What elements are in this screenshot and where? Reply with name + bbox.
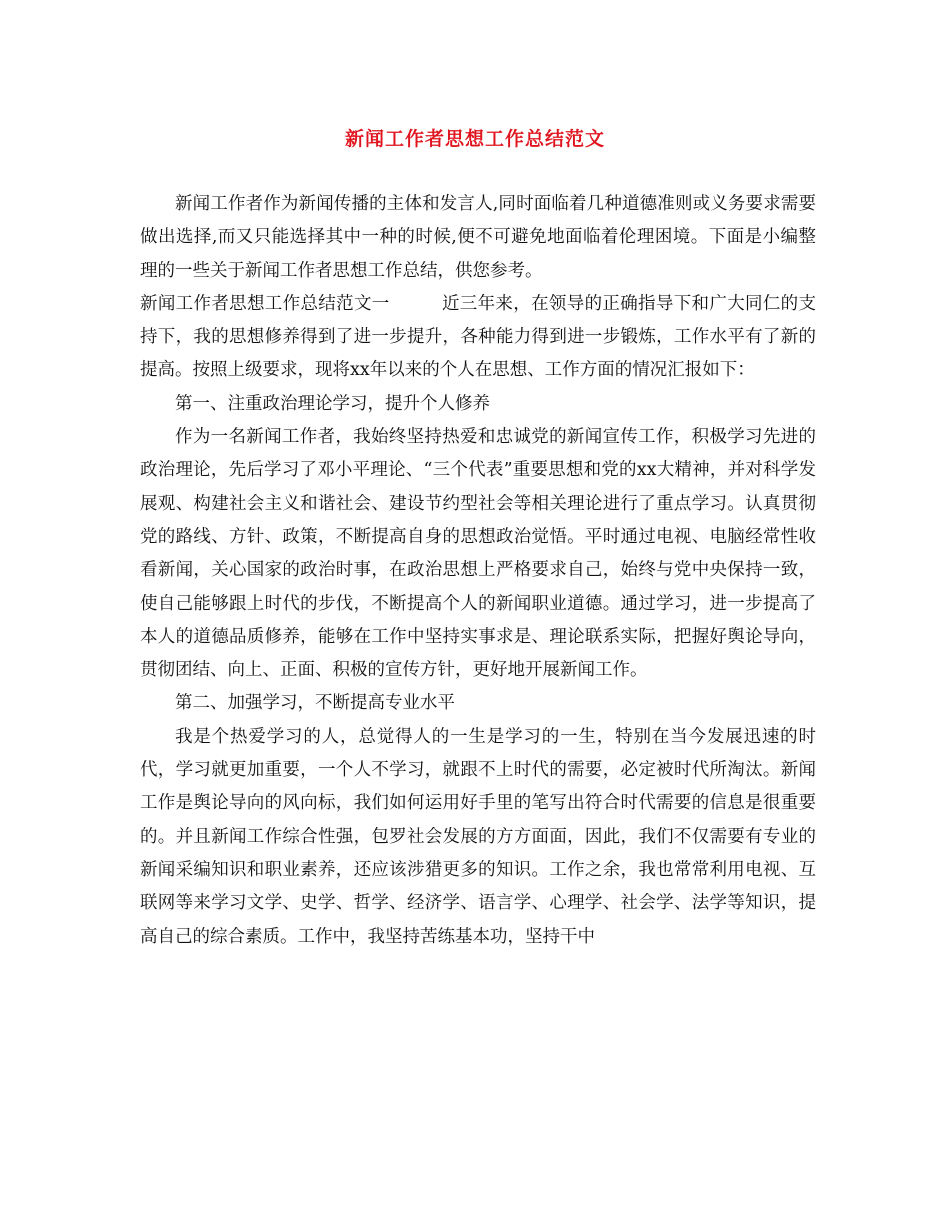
paragraph-two: 我是个热爱学习的人，总觉得人的一生是学习的一生，特别在当今发展迅速的时代，学习就更加重要，一个人不学习，就跟不上时代的需要，必定被时代所淘汰。新闻工作是舆论导向的风向标，我们如何运用好手里的笔写出符合时代需要的信息是很重要的。并且新闻工作综合性强，包罗社会发展的方方面面，因此，我们不仅需要有专业的新闻采编知识和职业素养，还应该涉猎更多的知识。工作之余，我也常常利用电视、互联网等来学习文学、史学、哲学、经济学、语言学、心理学、社会学、法学等知识，提高自己的综合素质。工作中，我坚持苦练基本功，坚持干中 [140, 726, 816, 947]
section-opening: 近三年来，在领导的正确指导下和广大同仁的支持下，我的思想修养得到了进一步提升，各种能力得到进一步锻炼，工作水平有了新的提高。按照上级要求，现将xx年以来的个人在思想、工作方面的情况汇报如下： [140, 293, 817, 381]
paragraph-one: 作为一名新闻工作者，我始终坚持热爱和忠诚党的新闻宣传工作，积极学习先进的政治理论，先后学习了邓小平理论、“三个代表”重要思想和党的xx大精神，并对科学发展观、构建社会主义和谐社会、建设节约型社会等相关理论进行了重点学习。认真贯彻党的路线、方针、政策，不断提高自身的思想政治觉悟。平时通过电视、电脑经常性收看新闻，关心国家的政治时事，在政治思想上严格要求自己，始终与党中央保持一致，使自己能够跟上时代的步伐，不断提高个人的新闻职业道德。通过学习，进一步提高了本人的道德品质修养，能够在工作中坚持实事求是、理论联系实际，把握好舆论导向，贯彻团结、向上、正面、积极的宣传方针，更好地开展新闻工作。 [140, 427, 816, 681]
document-body [140, 188, 816, 954]
heading-one: 第一、注重政治理论学习，提升个人修养 [175, 393, 490, 414]
intro-paragraph: 新闻工作者作为新闻传播的主体和发言人,同时面临着几种道德准则或义务要求需要做出选择,而又只能选择其中一种的时候,便不可避免地面临着伦理困境。下面是小编整理的一些关于新闻工作者思想工作总结，供您参考。 [140, 194, 816, 281]
section-paragraph [140, 288, 816, 388]
heading-two: 第二、加强学习，不断提高专业水平 [175, 693, 455, 714]
document-title: 新闻工作者思想工作总结范文 [344, 128, 605, 150]
section-label: 新闻工作者思想工作总结范文一 [140, 293, 390, 314]
